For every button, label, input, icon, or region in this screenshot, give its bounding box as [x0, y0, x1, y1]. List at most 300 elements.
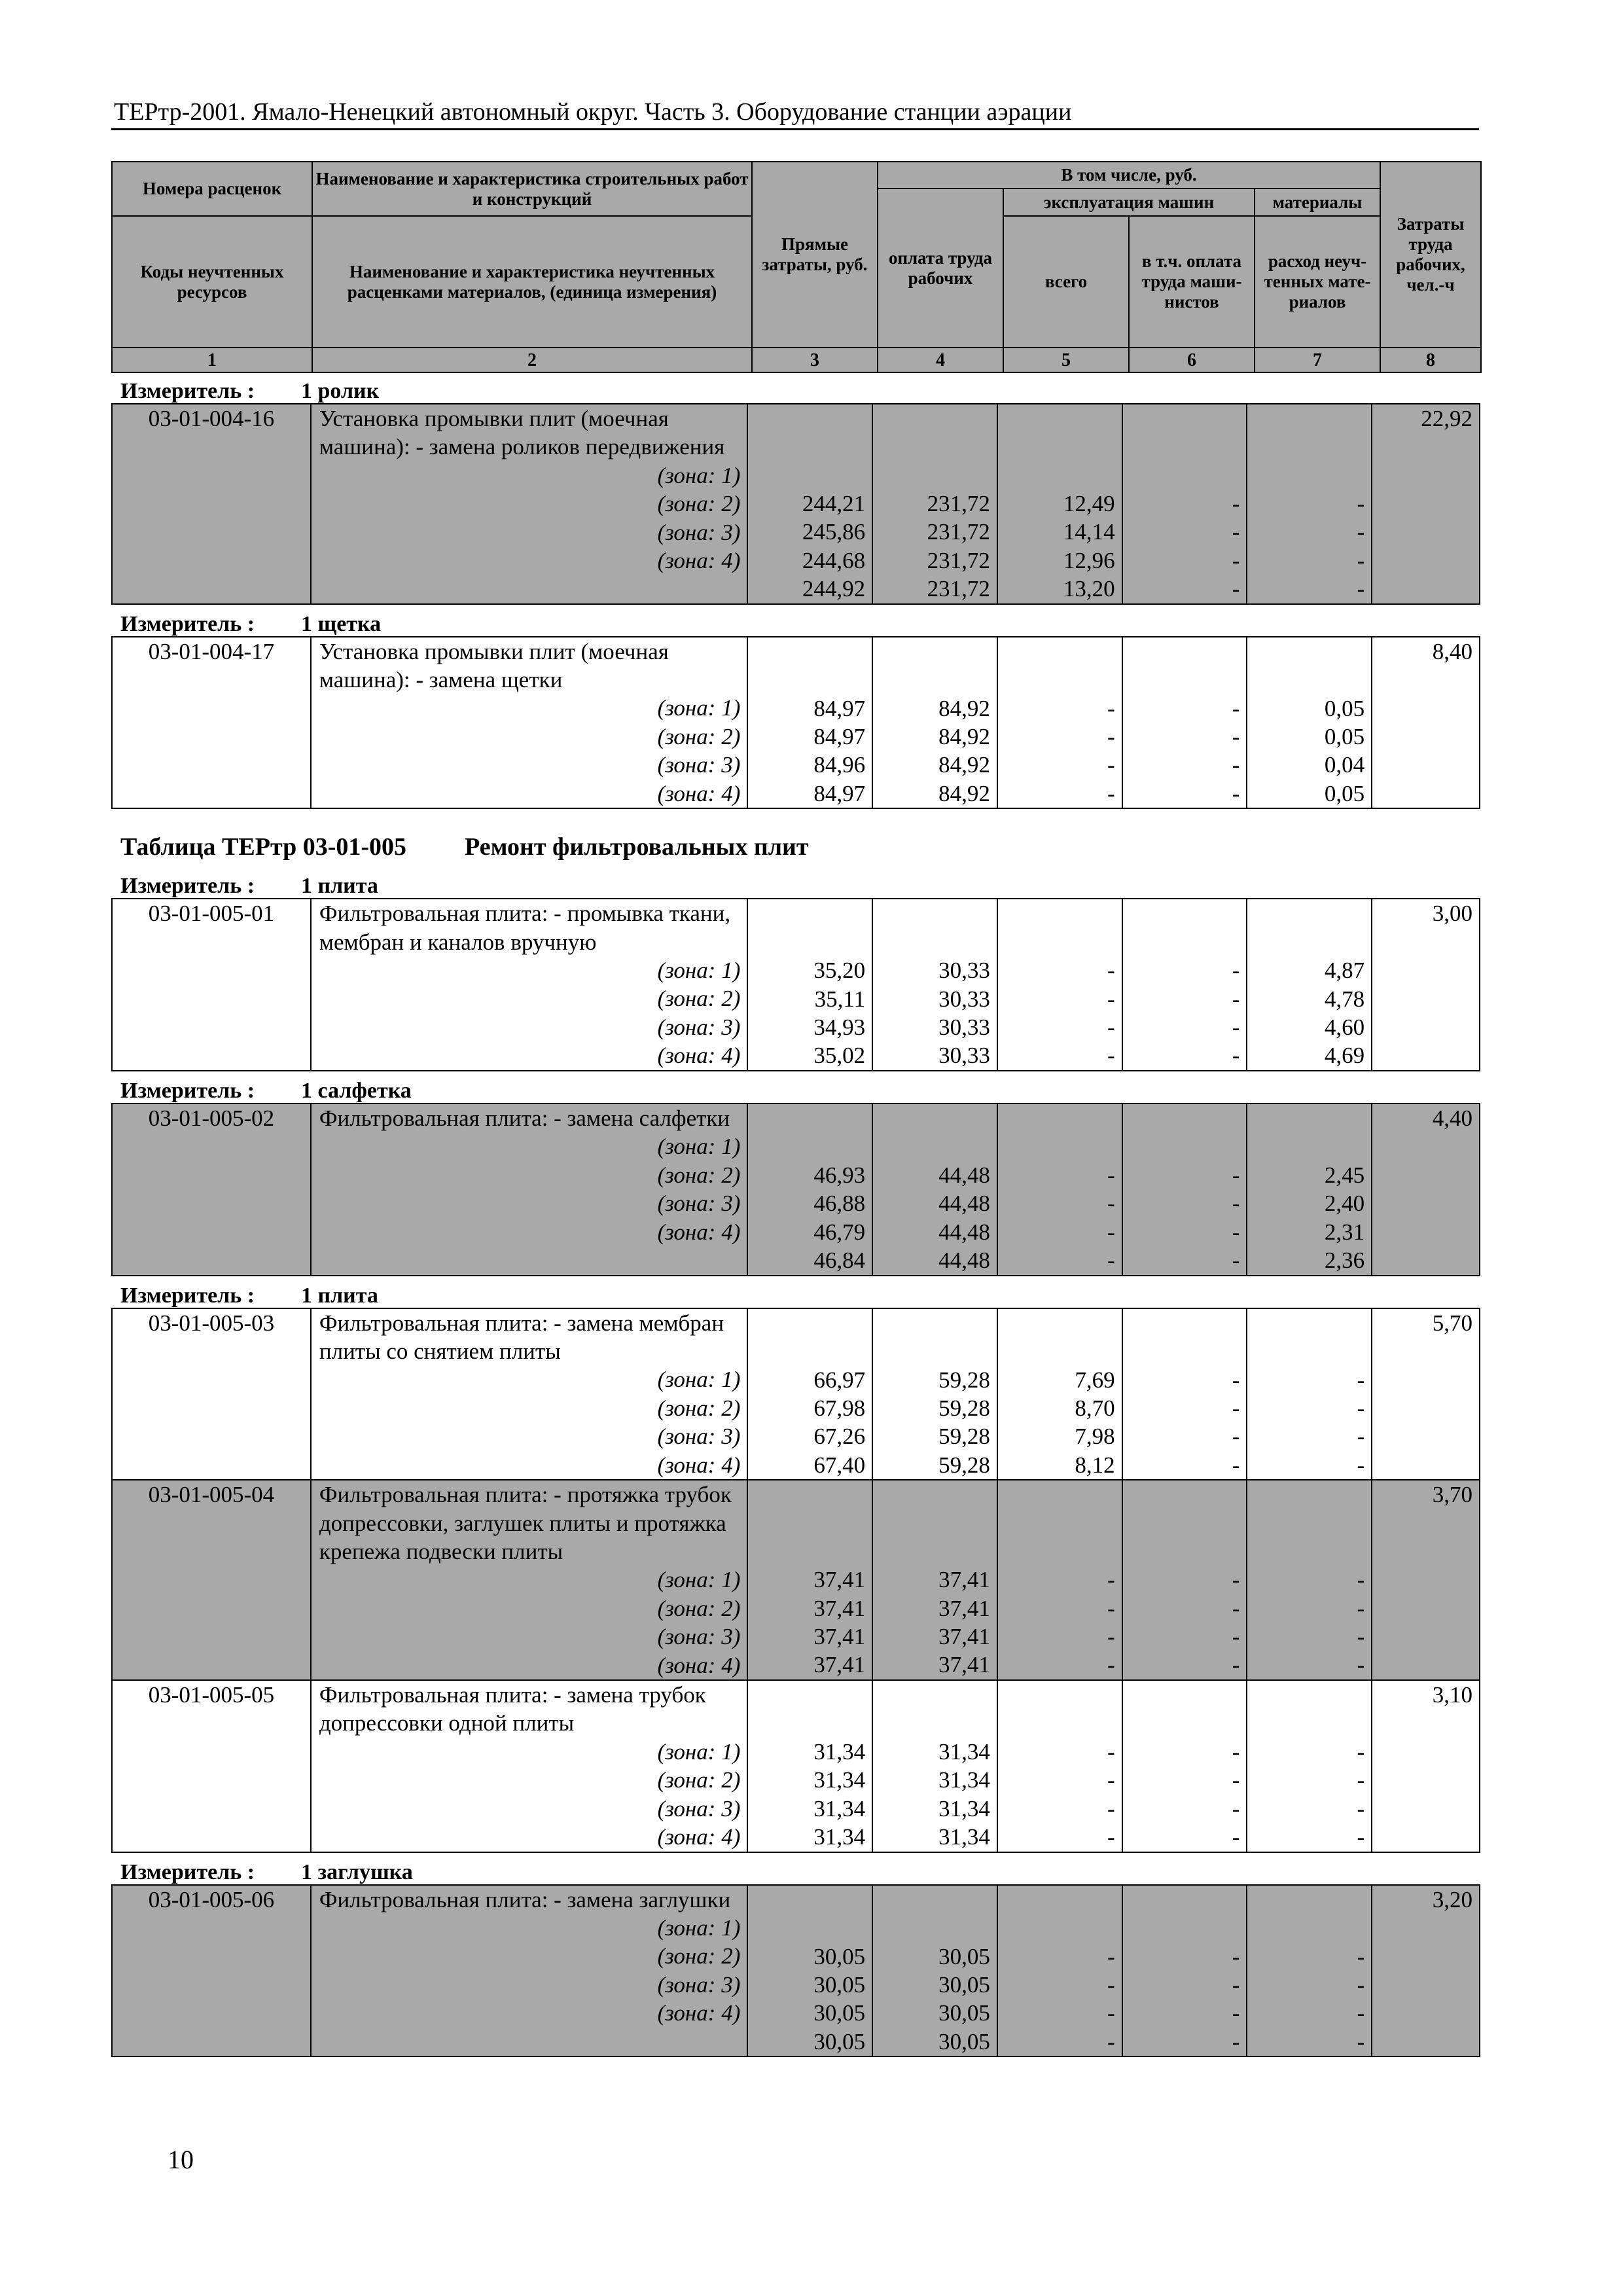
- direct-cost-value: 35,11: [814, 986, 866, 1012]
- machinist-wage-value: -: [1232, 1043, 1240, 1069]
- direct-cost-cell: [747, 1309, 872, 1480]
- rate-name-cell: [310, 404, 747, 603]
- wage-value: 59,28: [938, 1395, 990, 1421]
- measure-unit: 1 заглушка: [301, 1859, 413, 1884]
- machines-value: -: [1107, 986, 1115, 1012]
- header-col8: Затраты труда рабочих, чел.-ч: [1380, 162, 1481, 348]
- wage-value: 84,92: [938, 752, 990, 778]
- materials-cell: [1246, 1480, 1371, 1679]
- materials-value: -: [1357, 1424, 1365, 1450]
- direct-cost-value: 46,93: [813, 1162, 866, 1188]
- materials-value: 2,31: [1324, 1219, 1365, 1245]
- wage-value: 37,41: [938, 1623, 990, 1649]
- wage-value: 231,72: [927, 491, 990, 516]
- machinist-wage-value: -: [1232, 1191, 1240, 1217]
- direct-cost-value: 31,34: [813, 1738, 866, 1765]
- zone-label: (зона: 1): [657, 1567, 741, 1593]
- table-title: [0, 833, 1623, 861]
- measure-unit: 1 щетка: [301, 611, 382, 636]
- direct-cost-cell: [747, 899, 872, 1070]
- machinist-wage-value: -: [1232, 1652, 1240, 1678]
- machines-value: -: [1107, 752, 1115, 778]
- direct-cost-value: 30,05: [813, 2028, 866, 2054]
- machines-value: -: [1107, 1767, 1115, 1793]
- measure-unit: 1 плита: [301, 874, 378, 899]
- wage-value: 30,33: [938, 986, 990, 1012]
- direct-cost-value: 35,02: [813, 1043, 866, 1069]
- rate-name-cell: [310, 1886, 747, 2056]
- machines-cell: [997, 1681, 1122, 1852]
- measure-line: [0, 613, 1623, 636]
- machinist-wage-value: -: [1232, 1367, 1240, 1393]
- materials-cell: [1246, 404, 1371, 603]
- rate-code: 03-01-005-03: [111, 1309, 310, 1480]
- page-number: 10: [168, 2145, 194, 2174]
- machinist-wage-value: -: [1232, 491, 1240, 516]
- machinist-wage-value: -: [1232, 2028, 1240, 2054]
- machines-value: 8,70: [1075, 1395, 1115, 1421]
- measure-label: Измеритель :: [120, 1078, 255, 1103]
- rate-name: Установка промывки плит (моечная машина): - замена роликов передвижения: [319, 406, 725, 460]
- direct-cost-value: 244,21: [802, 491, 866, 516]
- table-name: Ремонт фильтровальных плит: [465, 833, 809, 861]
- direct-cost-value: 84,97: [813, 695, 866, 721]
- zone-label: (зона: 2): [657, 1767, 741, 1793]
- wage-value: 84,92: [938, 780, 990, 806]
- machinist-wage-value: -: [1232, 576, 1240, 602]
- header-col4: оплата труда рабочих: [878, 188, 1003, 348]
- wage-cell: [872, 1480, 997, 1679]
- direct-cost-cell: [747, 1104, 872, 1275]
- machinist-wage-value: -: [1232, 1424, 1240, 1450]
- page-title: ТЕРтр-2001. Ямало-Ненецкий автономный округ. Часть 3. Оборудование станции аэрации: [114, 98, 1072, 126]
- rates-table: [111, 1884, 1480, 2058]
- rate-code: 03-01-005-02: [111, 1104, 310, 1275]
- materials-value: -: [1357, 1623, 1365, 1649]
- zone-label: (зона: 4): [657, 1452, 741, 1478]
- measure-unit: 1 плита: [301, 1283, 378, 1308]
- machinist-wage-cell: [1122, 1104, 1247, 1275]
- measure-label: Измеритель :: [120, 611, 255, 636]
- rate-block-03-01-005-04: [111, 1480, 1480, 1681]
- wage-cell: [872, 899, 997, 1070]
- zone-label: (зона: 3): [657, 1971, 741, 1998]
- header-num-1: 1: [112, 348, 312, 372]
- machinist-wage-value: -: [1232, 519, 1240, 545]
- rate-block-03-01-004-16: [111, 404, 1480, 605]
- wage-value: 59,28: [938, 1452, 990, 1478]
- direct-cost-value: 46,84: [813, 1247, 866, 1274]
- labor-cost-value: 3,70: [1371, 1480, 1480, 1679]
- machines-value: -: [1107, 2000, 1115, 2026]
- zone-label: (зона: 2): [657, 723, 741, 749]
- measure-label: Измеритель :: [120, 1283, 255, 1308]
- materials-value: -: [1357, 1652, 1365, 1678]
- rates-table: [111, 898, 1480, 1071]
- rate-name-cell: [310, 637, 747, 808]
- measure-line: [0, 380, 1623, 403]
- direct-cost-value: 66,97: [813, 1367, 866, 1393]
- machines-value: -: [1107, 1595, 1115, 1621]
- rate-name-cell: [310, 1480, 747, 1679]
- header-col2-top: Наименование и характеристика строительных работ и конструкций: [312, 162, 752, 216]
- header-col3: Прямые затраты, руб.: [752, 162, 878, 348]
- labor-cost-value: 3,20: [1371, 1886, 1480, 2056]
- rate-name: Фильтровальная плита: - протяжка трубок допрессовки, заглушек плиты и протяжка крепежа подвески плиты: [319, 1482, 732, 1564]
- header-num-2: 2: [312, 348, 752, 372]
- rates-table: [111, 403, 1480, 605]
- materials-value: -: [1357, 1395, 1365, 1421]
- materials-value: 2,45: [1324, 1162, 1365, 1188]
- materials-value: -: [1357, 1972, 1365, 1998]
- wage-value: 44,48: [938, 1191, 990, 1217]
- direct-cost-value: 31,34: [813, 1824, 866, 1850]
- machines-value: -: [1107, 695, 1115, 721]
- header-col7: расход неуч-тенных мате-риалов: [1255, 216, 1380, 348]
- rate-name-cell: [310, 1681, 747, 1852]
- rate-name: Фильтровальная плита: - замена мембран плиты со снятием плиты: [319, 1310, 724, 1364]
- machinist-wage-value: -: [1232, 1824, 1240, 1850]
- measure-label: Измеритель :: [120, 1859, 255, 1884]
- direct-cost-value: 67,26: [813, 1424, 866, 1450]
- rates-table: [111, 1308, 1480, 1853]
- rate-code: 03-01-005-01: [111, 899, 310, 1070]
- direct-cost-value: 31,34: [813, 1795, 866, 1821]
- labor-cost-value: 5,70: [1371, 1309, 1480, 1480]
- rate-code: 03-01-005-04: [111, 1480, 310, 1679]
- machines-value: 12,49: [1063, 491, 1115, 516]
- machines-cell: [997, 1886, 1122, 2056]
- header-num-7: 7: [1255, 348, 1380, 372]
- direct-cost-cell: [747, 1480, 872, 1679]
- header-col6: в т.ч. оплата труда маши-нистов: [1129, 216, 1255, 348]
- direct-cost-value: 31,34: [813, 1767, 866, 1793]
- wage-value: 44,48: [938, 1247, 990, 1274]
- header-col1-bottom: Коды неучтенных ресурсов: [112, 216, 312, 348]
- zone-label: (зона: 4): [657, 1043, 741, 1069]
- measure-line: [0, 1079, 1623, 1103]
- wage-value: 37,41: [938, 1595, 990, 1621]
- machines-cell: [997, 1104, 1122, 1275]
- rate-block-03-01-004-17: [111, 637, 1480, 810]
- direct-cost-value: 84,97: [813, 724, 866, 750]
- direct-cost-value: 244,92: [802, 576, 866, 602]
- header-col1-top: Номера расценок: [112, 162, 312, 216]
- machines-value: -: [1107, 724, 1115, 750]
- measure-line: [0, 1861, 1623, 1884]
- machinist-wage-cell: [1122, 1480, 1247, 1679]
- machines-value: -: [1107, 1014, 1115, 1041]
- zone-label: (зона: 3): [657, 1191, 741, 1217]
- direct-cost-value: 84,97: [813, 780, 866, 806]
- rate-block-03-01-005-03: [111, 1309, 1480, 1481]
- machinist-wage-value: -: [1232, 1219, 1240, 1245]
- machines-value: -: [1107, 958, 1115, 984]
- materials-value: -: [1357, 491, 1365, 516]
- direct-cost-value: 34,93: [813, 1014, 866, 1041]
- measure-line: [0, 1284, 1623, 1308]
- rate-code: 03-01-004-16: [111, 404, 310, 603]
- labor-cost-value: 22,92: [1371, 404, 1480, 603]
- materials-value: 4,78: [1324, 986, 1365, 1012]
- machinist-wage-value: -: [1232, 1247, 1240, 1274]
- header-incl-group: В том числе, руб.: [878, 162, 1380, 188]
- machinist-wage-value: -: [1232, 1943, 1240, 1969]
- machines-value: -: [1107, 1738, 1115, 1765]
- materials-value: -: [1357, 1943, 1365, 1969]
- machinist-wage-cell: [1122, 1886, 1247, 2056]
- machines-value: -: [1107, 1972, 1115, 1998]
- rate-name-cell: [310, 899, 747, 1070]
- rate-block-03-01-005-01: [111, 899, 1480, 1071]
- zone-label: (зона: 2): [657, 986, 741, 1012]
- table-label: Таблица ТЕРтр 03-01-005: [120, 833, 407, 861]
- zone-label: (зона: 3): [657, 1624, 741, 1650]
- wage-value: 31,34: [938, 1738, 990, 1765]
- wage-cell: [872, 1309, 997, 1480]
- wage-value: 30,05: [938, 2000, 990, 2026]
- machinist-wage-value: -: [1232, 1767, 1240, 1793]
- machinist-wage-cell: [1122, 637, 1247, 808]
- header-num-6: 6: [1129, 348, 1255, 372]
- wage-cell: [872, 637, 997, 808]
- materials-value: 2,40: [1324, 1191, 1365, 1217]
- zone-label: (зона: 3): [657, 1795, 741, 1821]
- zone-label: (зона: 2): [657, 1595, 741, 1621]
- wage-cell: [872, 404, 997, 603]
- wage-value: 37,41: [938, 1567, 990, 1593]
- materials-cell: [1246, 899, 1371, 1070]
- direct-cost-cell: [747, 637, 872, 808]
- wage-cell: [872, 1681, 997, 1852]
- machines-cell: [997, 899, 1122, 1070]
- materials-value: 2,36: [1324, 1247, 1365, 1274]
- materials-value: -: [1357, 2028, 1365, 2054]
- measure-label: Измеритель :: [120, 874, 255, 899]
- labor-cost-value: 4,40: [1371, 1104, 1480, 1275]
- wage-value: 84,92: [938, 695, 990, 721]
- machinist-wage-cell: [1122, 1681, 1247, 1852]
- machines-cell: [997, 1309, 1122, 1480]
- machines-value: -: [1107, 1567, 1115, 1593]
- rate-name: Фильтровальная плита: - промывка ткани, мембран и каналов вручную: [319, 901, 731, 955]
- materials-value: -: [1357, 1567, 1365, 1593]
- header-table: [111, 161, 1482, 373]
- direct-cost-value: 30,05: [813, 2000, 866, 2026]
- zone-label: (зона: 1): [657, 1738, 741, 1765]
- machines-value: -: [1107, 1043, 1115, 1069]
- machines-value: 13,20: [1063, 576, 1115, 602]
- materials-cell: [1246, 1886, 1371, 2056]
- machinist-wage-value: -: [1232, 1162, 1240, 1188]
- direct-cost-value: 37,41: [813, 1595, 866, 1621]
- materials-cell: [1246, 1104, 1371, 1275]
- materials-value: -: [1357, 519, 1365, 545]
- wage-value: 31,34: [938, 1824, 990, 1850]
- direct-cost-value: 84,96: [813, 752, 866, 778]
- machinist-wage-value: -: [1232, 1795, 1240, 1821]
- machinist-wage-value: -: [1232, 958, 1240, 984]
- wage-cell: [872, 1104, 997, 1275]
- rate-block-03-01-005-06: [111, 1886, 1480, 2058]
- title-rule: [111, 128, 1479, 130]
- machinist-wage-cell: [1122, 899, 1247, 1070]
- machines-value: -: [1107, 2028, 1115, 2054]
- rate-block-03-01-005-02: [111, 1104, 1480, 1276]
- wage-value: 30,33: [938, 1014, 990, 1041]
- direct-cost-value: 37,41: [813, 1652, 866, 1678]
- direct-cost-cell: [747, 404, 872, 603]
- rate-name-cell: [310, 1309, 747, 1480]
- materials-value: 4,69: [1324, 1043, 1365, 1069]
- wage-value: 84,92: [938, 724, 990, 750]
- machines-value: -: [1107, 1623, 1115, 1649]
- zone-label: (зона: 1): [657, 1134, 741, 1160]
- materials-value: -: [1357, 576, 1365, 602]
- header-col2-bottom: Наименование и характеристика неучтенных расценками материалов, (единица измерения): [312, 216, 752, 348]
- direct-cost-value: 30,05: [813, 1943, 866, 1969]
- header-materials-group: материалы: [1255, 188, 1380, 216]
- rates-table: [111, 636, 1480, 810]
- rate-name: Установка промывки плит (моечная машина): - замена щетки: [319, 638, 669, 693]
- machines-value: -: [1107, 780, 1115, 806]
- materials-value: -: [1357, 1367, 1365, 1393]
- machinist-wage-value: -: [1232, 752, 1240, 778]
- machines-value: 12,96: [1063, 547, 1115, 573]
- rate-code: 03-01-004-17: [111, 637, 310, 808]
- rates-content: [0, 372, 1623, 2057]
- wage-value: 31,34: [938, 1795, 990, 1821]
- machines-value: 8,12: [1075, 1452, 1115, 1478]
- materials-value: 0,04: [1324, 752, 1365, 778]
- machines-value: 14,14: [1063, 519, 1115, 545]
- materials-cell: [1246, 1681, 1371, 1852]
- wage-value: 231,72: [927, 576, 990, 602]
- machines-cell: [997, 637, 1122, 808]
- zone-label: (зона: 1): [657, 695, 741, 721]
- wage-value: 30,05: [938, 1972, 990, 1998]
- machinist-wage-value: -: [1232, 1595, 1240, 1621]
- zone-label: (зона: 4): [657, 1219, 741, 1245]
- machines-cell: [997, 1480, 1122, 1679]
- machines-value: -: [1107, 1247, 1115, 1274]
- materials-value: 0,05: [1324, 695, 1365, 721]
- zone-label: (зона: 1): [657, 1915, 741, 1941]
- materials-cell: [1246, 1309, 1371, 1480]
- rate-block-03-01-005-05: [111, 1681, 1480, 1853]
- zone-label: (зона: 4): [657, 780, 741, 806]
- zone-label: (зона: 4): [657, 1824, 741, 1850]
- zone-label: (зона: 4): [657, 548, 741, 574]
- zone-label: (зона: 3): [657, 752, 741, 778]
- machines-value: -: [1107, 1162, 1115, 1188]
- wage-value: 59,28: [938, 1367, 990, 1393]
- zone-label: (зона: 1): [657, 958, 741, 984]
- direct-cost-value: 67,40: [813, 1452, 866, 1478]
- measure-line: [0, 874, 1623, 898]
- direct-cost-value: 37,41: [813, 1567, 866, 1593]
- machinist-wage-value: -: [1232, 1738, 1240, 1765]
- rate-name: Фильтровальная плита: - замена заглушки: [319, 1886, 731, 1912]
- wage-value: 30,05: [938, 2028, 990, 2054]
- machinist-wage-value: -: [1232, 547, 1240, 573]
- zone-label: (зона: 4): [657, 2000, 741, 2026]
- machinist-wage-value: -: [1232, 1014, 1240, 1041]
- materials-value: -: [1357, 1795, 1365, 1821]
- machinist-wage-value: -: [1232, 780, 1240, 806]
- materials-value: -: [1357, 1824, 1365, 1850]
- rate-code: 03-01-005-05: [111, 1681, 310, 1852]
- machines-value: -: [1107, 1652, 1115, 1678]
- machinist-wage-value: -: [1232, 695, 1240, 721]
- machines-value: -: [1107, 1191, 1115, 1217]
- materials-value: -: [1357, 1452, 1365, 1478]
- direct-cost-cell: [747, 1681, 872, 1852]
- zone-label: (зона: 3): [657, 1424, 741, 1450]
- direct-cost-value: 67,98: [813, 1395, 866, 1421]
- wage-cell: [872, 1886, 997, 2056]
- labor-cost-value: 3,00: [1371, 899, 1480, 1070]
- measure-unit: 1 салфетка: [301, 1078, 412, 1103]
- wage-value: 59,28: [938, 1424, 990, 1450]
- machines-value: -: [1107, 1824, 1115, 1850]
- measure-label: Измеритель :: [120, 379, 255, 403]
- wage-value: 30,05: [938, 1943, 990, 1969]
- materials-value: 0,05: [1324, 724, 1365, 750]
- zone-label: (зона: 3): [657, 1014, 741, 1040]
- header-num-4: 4: [878, 348, 1003, 372]
- header-num-3: 3: [752, 348, 878, 372]
- header-machines-group: эксплуатация машин: [1003, 188, 1255, 216]
- wage-value: 31,34: [938, 1767, 990, 1793]
- zone-label: (зона: 2): [657, 1943, 741, 1969]
- rate-code: 03-01-005-06: [111, 1886, 310, 2056]
- measure-unit: 1 ролик: [301, 379, 380, 403]
- wage-value: 231,72: [927, 519, 990, 545]
- rate-name: Фильтровальная плита: - замена салфетки: [319, 1105, 730, 1131]
- direct-cost-value: 244,68: [802, 547, 866, 573]
- wage-value: 37,41: [938, 1652, 990, 1678]
- zone-label: (зона: 2): [657, 491, 741, 517]
- machinist-wage-value: -: [1232, 2000, 1240, 2026]
- materials-value: 4,87: [1324, 958, 1365, 984]
- materials-value: -: [1357, 1767, 1365, 1793]
- direct-cost-value: 245,86: [802, 519, 866, 545]
- machinist-wage-cell: [1122, 1309, 1247, 1480]
- zone-label: (зона: 4): [657, 1652, 741, 1678]
- direct-cost-value: 46,88: [813, 1191, 866, 1217]
- machines-value: -: [1107, 1219, 1115, 1245]
- header-num-8: 8: [1380, 348, 1481, 372]
- materials-value: 4,60: [1324, 1014, 1365, 1041]
- labor-cost-value: 8,40: [1371, 637, 1480, 808]
- machines-cell: [997, 404, 1122, 603]
- zone-label: (зона: 1): [657, 1367, 741, 1393]
- wage-value: 30,33: [938, 1043, 990, 1069]
- materials-cell: [1246, 637, 1371, 808]
- wage-value: 231,72: [927, 547, 990, 573]
- header-num-5: 5: [1003, 348, 1129, 372]
- machinist-wage-value: -: [1232, 1623, 1240, 1649]
- direct-cost-value: 30,05: [813, 1972, 866, 1998]
- wage-value: 44,48: [938, 1219, 990, 1245]
- zone-label: (зона: 2): [657, 1395, 741, 1421]
- machines-value: 7,98: [1075, 1424, 1115, 1450]
- machinist-wage-cell: [1122, 404, 1247, 603]
- materials-value: -: [1357, 2000, 1365, 2026]
- wage-value: 44,48: [938, 1162, 990, 1188]
- direct-cost-value: 46,79: [813, 1219, 866, 1245]
